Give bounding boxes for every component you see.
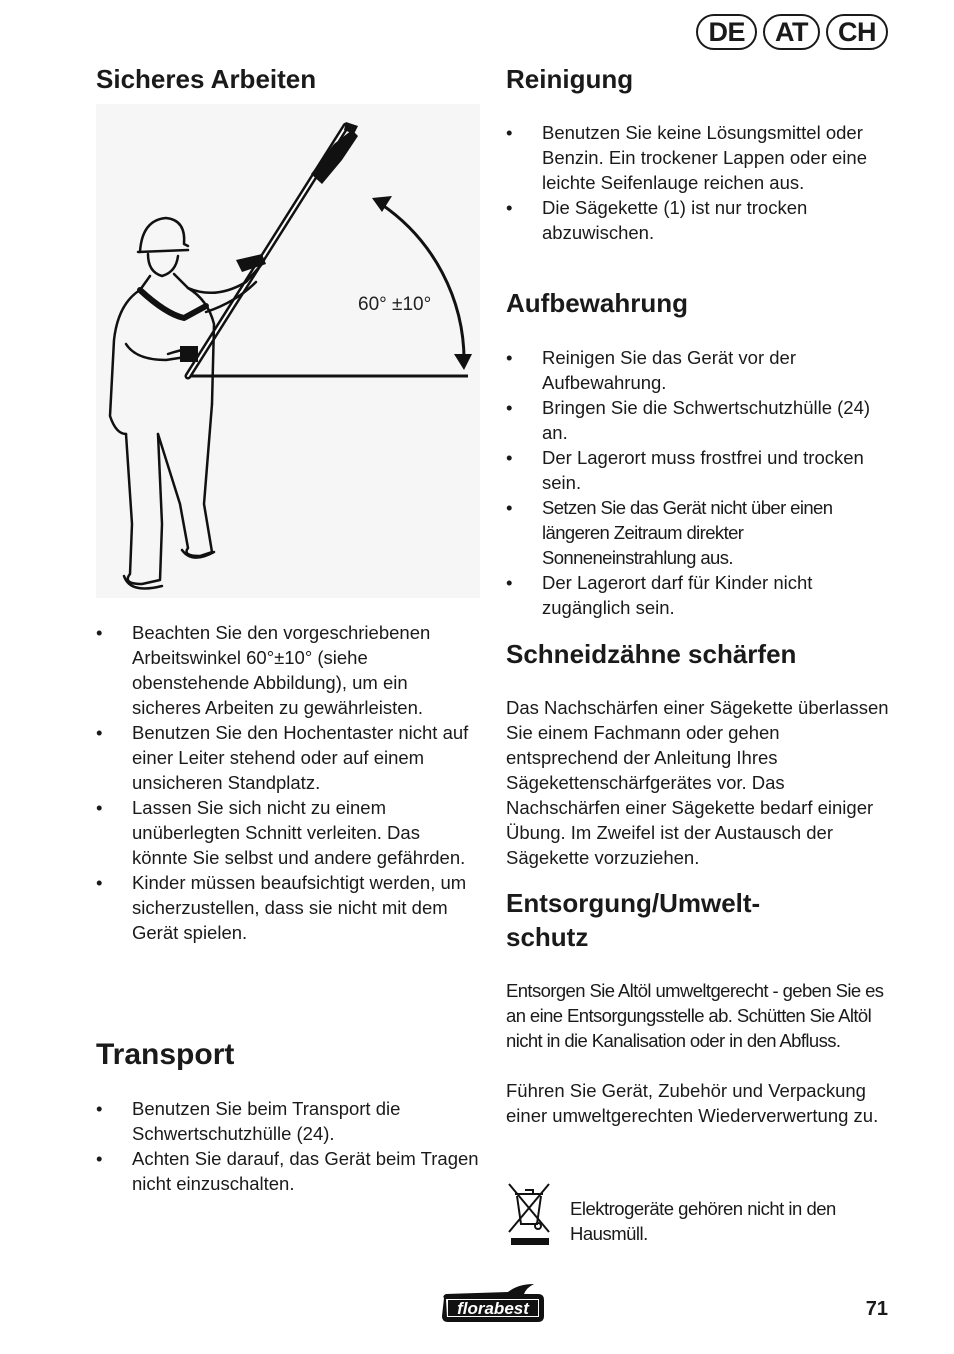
- badge-at: AT: [763, 14, 820, 50]
- storage-list: [506, 345, 892, 620]
- heading-cleaning: Reinigung: [506, 64, 634, 94]
- list-item: • Beachten Sie den vorgeschriebenen Arbeitswinkel 60°±10° (siehe obenstehende Abbildung), um ein sicheres Arbeiten zu gewährleisten.: [96, 620, 480, 720]
- cleaning-list: [506, 120, 892, 245]
- sharpening-text: Das Nachschärfen einer Sägekette überlassen Sie einem Fachmann oder gehen entsprechend der Anleitung Ihres Sägekettenschärfgerätes vor. Das Nachschärfen einer Sägekette bedarf einiger Übung. Im Zweifel ist der Austausch der Sägekette vorzuziehen.: [506, 697, 889, 868]
- list-item: • Achten Sie darauf, das Gerät beim Tragen nicht einzuschalten.: [96, 1146, 480, 1196]
- heading-storage: Aufbewahrung: [506, 288, 688, 318]
- disposal-text-oil: Entsorgen Sie Altöl umweltgerecht - geben Sie es an eine Entsorgungsstelle ab. Schütten Sie Altöl nicht in die Kanalisation oder in den Abfluss.: [506, 980, 884, 1051]
- badge-de: DE: [696, 14, 757, 50]
- heading-transport: Transport: [96, 1038, 235, 1071]
- list-item: • Die Sägekette (1) ist nur trocken abzuwischen.: [506, 195, 892, 245]
- heading-disposal: [506, 886, 892, 954]
- working-angle-drawing: [96, 104, 480, 598]
- list-item: • Setzen Sie das Gerät nicht über einen längeren Zeitraum direkter Sonneneinstrahlung aus.: [506, 495, 892, 570]
- heading-disposal-line2: schutz: [506, 922, 589, 952]
- list-item: • Der Lagerort muss frostfrei und trocken sein.: [506, 445, 892, 495]
- angle-label: 60° ±10°: [358, 294, 432, 315]
- transport-list: [96, 1096, 480, 1196]
- list-item: • Kinder müssen beaufsichtigt werden, um sicherzustellen, dass sie nicht mit dem Gerät spielen.: [96, 870, 480, 945]
- list-item: • Benutzen Sie den Hochentaster nicht auf einer Leiter stehend oder auf einem unsicheren Standplatz.: [96, 720, 480, 795]
- heading-safe-work: Sicheres Arbeiten: [96, 64, 317, 94]
- weee-notice: Elektrogeräte gehören nicht in den Hausmüll.: [570, 1198, 836, 1244]
- logo-text: florabest: [457, 1299, 529, 1318]
- disposal-text-recycling: Führen Sie Gerät, Zubehör und Verpackung einer umweltgerechten Wiederverwertung zu.: [506, 1080, 879, 1126]
- crossed-out-wheelie-bin-icon: [505, 1180, 553, 1246]
- country-badges: [696, 14, 888, 50]
- heading-sharpening: Schneidzähne schärfen: [506, 639, 797, 669]
- florabest-logo: [438, 1280, 548, 1326]
- list-item: • Benutzen Sie keine Lösungsmittel oder Benzin. Ein trockener Lappen oder eine leichte Seifenlauge reichen aus.: [506, 120, 892, 195]
- list-item: • Reinigen Sie das Gerät vor der Aufbewahrung.: [506, 345, 892, 395]
- list-item: • Bringen Sie die Schwertschutzhülle (24) an.: [506, 395, 892, 445]
- list-item: • Benutzen Sie beim Transport die Schwertschutzhülle (24).: [96, 1096, 480, 1146]
- heading-disposal-line1: Entsorgung/Umwelt-: [506, 888, 761, 918]
- safe-work-list: [96, 620, 480, 945]
- list-item: • Der Lagerort darf für Kinder nicht zugänglich sein.: [506, 570, 892, 620]
- page-number: 71: [865, 1298, 888, 1320]
- list-item: • Lassen Sie sich nicht zu einem unüberlegten Schnitt verleiten. Das könnte Sie selbst und andere gefährden.: [96, 795, 480, 870]
- working-angle-illustration: [96, 104, 480, 598]
- badge-ch: CH: [826, 14, 888, 50]
